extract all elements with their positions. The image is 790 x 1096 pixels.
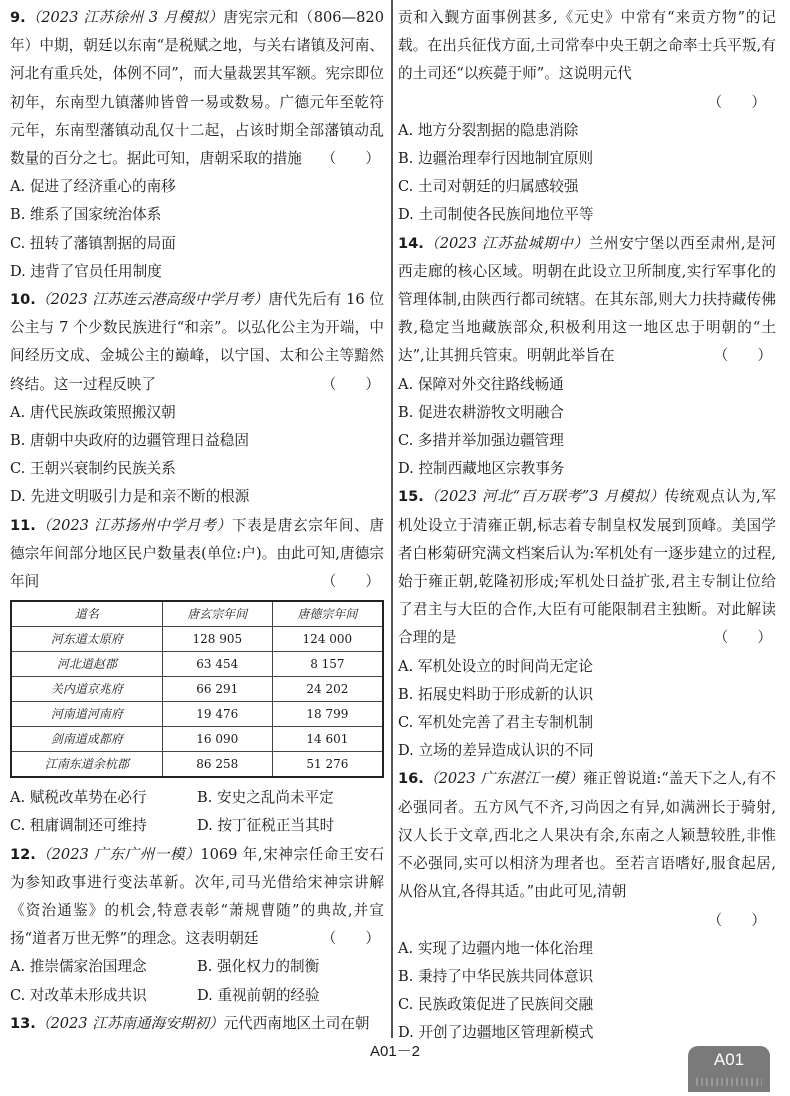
section-tab — [688, 1046, 770, 1092]
option-d[interactable]: D. 开创了边疆地区管理新模式 — [398, 1024, 594, 1042]
option-grid — [10, 953, 384, 1009]
question-source: （2023 江苏南通海安期初） — [35, 1014, 224, 1032]
option-c[interactable]: C. 民族政策促进了民族间交融 — [398, 996, 594, 1014]
question-stem: 唐代先后有 16 位公主与 7 个少数民族进行“和亲”。以弘化公主为开端，中间经历文成、金城公主的巅峰，以宁国、太和公主等黯然终结。这一过程反映了 — [10, 291, 385, 393]
option-a[interactable]: A. 促进了经济重心的南移 — [10, 178, 176, 196]
question-number: 16. — [398, 770, 424, 788]
table-header: 唐玄宗年间 — [162, 601, 272, 627]
question-number: 13. — [10, 1014, 36, 1032]
table-header: 道名 — [11, 601, 162, 627]
table-cell: 河南道河南府 — [11, 702, 162, 727]
question-source: （2023 江苏徐州 3 月模拟） — [25, 9, 224, 26]
option-b[interactable]: B. 边疆治理奉行因地制宜原则 — [398, 150, 594, 168]
question-13-start — [10, 1010, 384, 1038]
question-13-continued — [398, 4, 776, 230]
table-cell: 66 291 — [162, 677, 272, 702]
answer-blank[interactable]: （ ） — [707, 911, 766, 929]
table-cell: 河东道太原府 — [11, 627, 162, 652]
option-c[interactable]: C. 王朝兴衰制约民族关系 — [10, 460, 176, 478]
table-cell: 86 258 — [162, 752, 272, 778]
option-b[interactable]: B. 安史之乱尚未平定 — [197, 789, 334, 807]
option-grid — [10, 784, 384, 840]
option-a[interactable]: A. 实现了边疆内地一体化治理 — [398, 939, 593, 957]
option-d[interactable]: D. 重视前朝的经验 — [197, 986, 320, 1004]
question-stem: 兰州安宁堡以西至肃州,是河西走廊的核心区域。明朝在此设立卫所制度,实行军事化的管理体制,由陕西行都司统辖。在其东部,则大力扶持藏传佛教,稳定当地藏族部众,积极利用这一地区忠于明朝的“土达”,让其拥兵管束。明朝此举旨在 — [398, 234, 777, 365]
question-number: 10. — [10, 291, 36, 309]
answer-blank[interactable]: （ ） — [321, 930, 380, 948]
question-source: （2023 江苏连云港高级中学月考） — [35, 291, 269, 309]
table-row — [11, 627, 383, 652]
question-stem: 传统观点认为,军机处设立于清雍正朝,标志着专制皇权发展到顶峰。美国学者白彬菊研究满文档案后认为:军机处有一逐步建立的过程,始于雍正朝,乾隆初形成;军机处日益扩张,君主专制让位给了君主与大臣的合作,大臣有可能限制君主独断。对此解读合理的是 — [398, 488, 776, 647]
table-cell: 14 601 — [272, 727, 383, 752]
option-d[interactable]: D. 违背了官员任用制度 — [10, 262, 162, 280]
question-number: 15. — [398, 488, 424, 506]
table-cell: 51 276 — [272, 752, 383, 778]
option-c[interactable]: C. 扭转了藩镇割据的局面 — [10, 234, 176, 252]
option-c[interactable]: C. 土司对朝廷的归属感较强 — [398, 178, 579, 196]
question-9 — [10, 4, 384, 286]
option-b[interactable]: B. 拓展史料助于形成新的认识 — [398, 685, 594, 703]
option-d[interactable]: D. 先进文明吸引力是和亲不断的根源 — [10, 488, 250, 506]
question-source: （2023 河北“百万联考”3 月模拟） — [423, 488, 665, 506]
question-number: 12. — [10, 845, 36, 863]
question-stem: 唐宪宗元和（806—820年）中期，朝廷以东南“是税赋之地，与关右诸镇及河南、河北有重兵处，体例不同”，而大量裁罢其军额。宪宗即位初年，东南型九镇藩帅皆曾一易或数易。广德元年至乾符元年，东南型藩镇动乱仅十二起，占该时期全部藩镇动乱数量的百分之七。据此可知，唐朝采取的措施 — [10, 9, 384, 168]
question-source: （2023 江苏盐城期中） — [423, 234, 589, 252]
table-row — [11, 702, 383, 727]
question-source: （2023 广东湛江一模） — [423, 770, 584, 788]
option-c[interactable]: C. 多措并举加强边疆管理 — [398, 432, 564, 450]
table-cell: 剑南道成都府 — [11, 727, 162, 752]
tab-stripes — [696, 1078, 762, 1086]
answer-blank[interactable]: （ ） — [713, 347, 772, 365]
answer-blank[interactable]: （ ） — [707, 93, 766, 111]
population-table — [10, 600, 384, 778]
table-cell: 16 090 — [162, 727, 272, 752]
question-source: （2023 江苏扬州中学月考） — [35, 516, 232, 534]
question-12 — [10, 841, 384, 1010]
table-cell: 关内道京兆府 — [11, 677, 162, 702]
answer-blank[interactable]: （ ） — [713, 629, 772, 647]
answer-blank[interactable]: （ ） — [321, 150, 380, 168]
table-row — [11, 752, 383, 778]
table-cell: 128 905 — [162, 627, 272, 652]
question-number: 11. — [10, 516, 36, 534]
question-15 — [398, 483, 776, 765]
question-stem: 贡和入觐方面事例甚多,《元史》中常有“来贡方物”的记载。在出兵征伐方面,土司常奉中央王朝之命率士兵平叛,有的土司还“以疾薨于师”。这说明元代 — [398, 9, 776, 83]
option-d[interactable]: D. 立场的差异造成认识的不同 — [398, 742, 594, 760]
option-b[interactable]: B. 唐朝中央政府的边疆管理日益稳固 — [10, 432, 249, 450]
question-stem: 元代西南地区土司在朝 — [223, 1014, 370, 1032]
option-c[interactable]: C. 租庸调制还可维持 — [10, 817, 147, 835]
question-14 — [398, 230, 776, 484]
question-10 — [10, 286, 384, 512]
question-number: 9. — [10, 9, 26, 26]
answer-blank[interactable]: （ ） — [321, 573, 380, 591]
table-cell: 24 202 — [272, 677, 383, 702]
table-cell: 19 476 — [162, 702, 272, 727]
column-divider — [391, 0, 393, 1038]
option-c[interactable]: C. 对改革未形成共识 — [10, 986, 147, 1004]
question-11 — [10, 512, 384, 841]
option-d[interactable]: D. 控制西藏地区宗教事务 — [398, 460, 565, 478]
table-cell: 河北道赵郡 — [11, 652, 162, 677]
answer-blank[interactable]: （ ） — [321, 375, 380, 393]
left-column — [10, 4, 384, 1038]
table-cell: 8 157 — [272, 652, 383, 677]
option-d[interactable]: D. 土司制使各民族间地位平等 — [398, 206, 594, 224]
table-cell: 18 799 — [272, 702, 383, 727]
option-b[interactable]: B. 维系了国家统治体系 — [10, 206, 162, 224]
page-number: A01－2 — [369, 1043, 421, 1060]
table-cell: 124 000 — [272, 627, 383, 652]
table-header: 唐德宗年间 — [272, 601, 383, 627]
option-a[interactable]: A. 地方分裂割据的隐患消除 — [398, 121, 579, 139]
option-a[interactable]: A. 推崇儒家治国理念 — [10, 958, 147, 976]
option-b[interactable]: B. 促进农耕游牧文明融合 — [398, 403, 564, 421]
option-a[interactable]: A. 保障对外交往路线畅通 — [398, 375, 564, 393]
table-row — [11, 677, 383, 702]
right-column — [398, 4, 776, 1048]
table-cell: 江南东道余杭郡 — [11, 752, 162, 778]
question-stem: 1069 年,宋神宗任命王安石为参知政事进行变法革新。次年,司马光借给宋神宗讲解《资治通鉴》的机会,特意表彰“萧规曹随”的典故,并宣扬“道者万世无弊”的理念。这表明朝廷 — [10, 845, 384, 948]
question-number: 14. — [398, 234, 424, 252]
question-source: （2023 广东广州一模） — [35, 845, 201, 863]
option-a[interactable]: A. 军机处设立的时间尚无定论 — [398, 657, 593, 675]
table-header-row — [11, 601, 383, 627]
question-stem: 下表是唐玄宗年间、唐德宗年间部分地区民户数量表(单位:户)。由此可知,唐德宗年间 — [10, 516, 384, 591]
option-d[interactable]: D. 按丁征税正当其时 — [197, 817, 335, 835]
question-16 — [398, 765, 776, 1047]
table-row — [11, 727, 383, 752]
section-tab-label: A01 — [713, 1050, 745, 1069]
option-a[interactable]: A. 唐代民族政策照搬汉朝 — [10, 403, 176, 421]
option-c[interactable]: C. 军机处完善了君主专制机制 — [398, 714, 594, 732]
table-row — [11, 652, 383, 677]
option-b[interactable]: B. 强化权力的制衡 — [197, 958, 320, 976]
table-cell: 63 454 — [162, 652, 272, 677]
option-b[interactable]: B. 秉持了中华民族共同体意识 — [398, 967, 594, 985]
question-stem: 雍正曾说道:“盖天下之人,有不必强同者。五方风气不齐,习尚因之有异,如满洲长于骑射,汉人长于文章,西北之人果决有余,东南之人颖慧较胜,非惟不必强同,实可以相济为理者也。至若言语嗜好,服食起居,从俗从宜,各得其适。”由此可见,清朝 — [398, 770, 776, 901]
option-a[interactable]: A. 赋税改革势在必行 — [10, 789, 147, 807]
